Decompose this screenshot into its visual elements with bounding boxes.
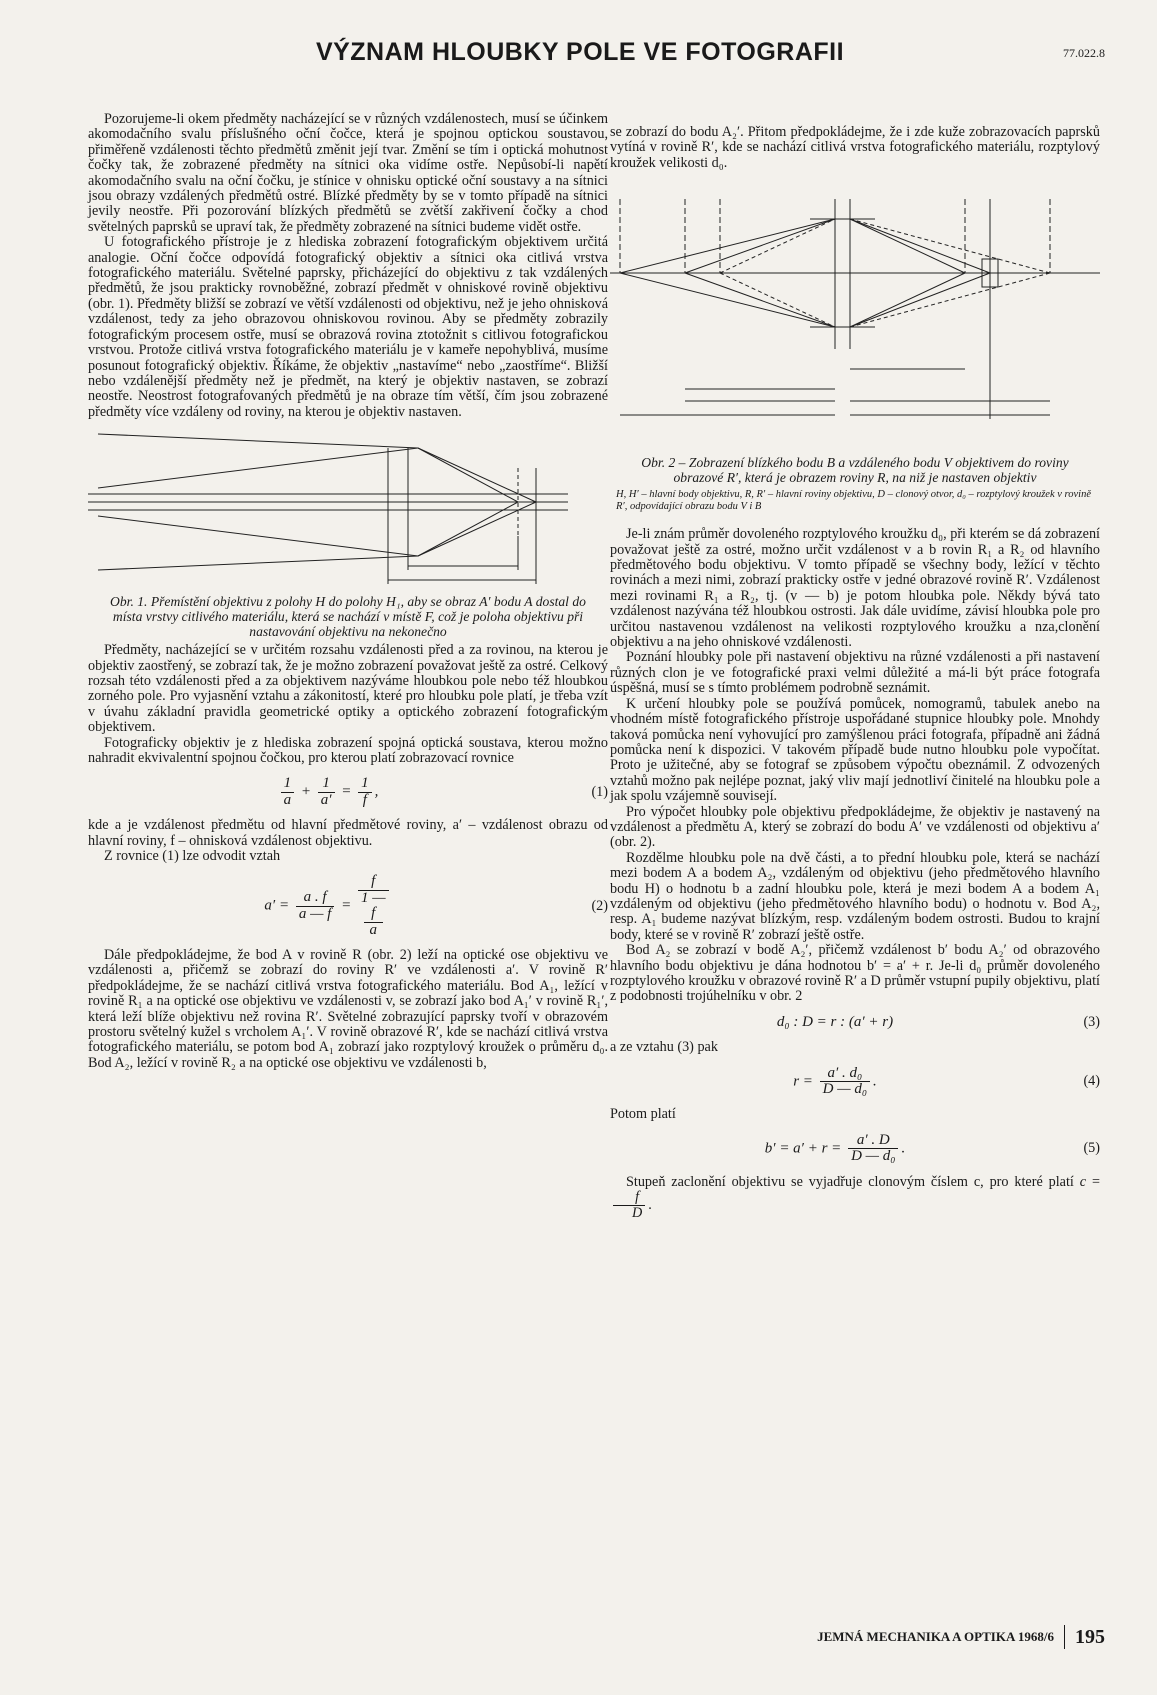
- equation-4: r = $\frac{\text{a′ . d₀}}{\text{D — d₀}}$ . (4): [793, 1064, 1100, 1098]
- paragraph: Fotograficky objektiv je z hlediska zobrazení spojná optická soustava, kterou možno nahradit ekvivalentní spojnou čočkou, pro kterou platí zobrazovací rovnice: [88, 734, 608, 766]
- journal-name: JEMNÁ MECHANIKA A OPTIKA 1968/6: [817, 1629, 1054, 1644]
- equation-number: (2): [591, 897, 608, 914]
- page-title: VÝZNAM HLOUBKY POLE VE FOTOGRAFII: [315, 38, 845, 66]
- paragraph: se zobrazí do bodu A₂′. Přitom předpokládejme, že i zde kuže zobrazovacích paprsků vytíná v rovině R′, kde se nachází citlivá vrstva fotografického materiálu, rozptylový kroužek velikosti d₀.: [610, 124, 1100, 171]
- figure-1: [88, 428, 608, 588]
- paragraph: Dále předpokládejme, že bod A v rovině R (obr. 2) leží na optické ose objektivu ve vzdálenosti a, přičemž se zobrazí do roviny R′ ve vzdálenosti a′. V rovině R′ předpokládejme, že se nachází citlivá vrstva fotografického materiálu. Bod A₁, ležící v rovině R₁ a na optické ose objektivu ve vzdálenosti v, se zobrazí jako bod A₁′ v rovině R₁′, která leží blíže objektivu než rovina R′. Světelné zobrazující paprsky tvoří v obrazovém prostoru světelný kužel s vrcholem A₁′. V rovině obrazové R′, kde se nachází citlivá vrstva fotografického materiálu, se potom bod A₁ zobrazí jako rozptylový kroužek o průměru d₀. Bod A₂, ležící v rovině R₂ a na optické ose objektivu ve vzdálenosti b,: [88, 947, 608, 1071]
- figure-1-caption: Obr. 1. Přemístění objektivu z polohy H do polohy H₁, aby se obraz A′ bodu A dostal do místa vrstvy citlivého materiálu, která se nachází v místě F, což je poloha objektivu při nastavování objektivu na nekonečno: [110, 594, 586, 640]
- paragraph: Pro výpočet hloubky pole objektivu předpokládejme, že objektiv je nastavený na vzdálenost a předmětu A, který se zobrazí do bodu A′ ve vzdálenosti od objektivu a′ (obr. 2).: [610, 803, 1100, 851]
- paragraph-text: Stupeň zaclonění objektivu se vyjadřuje clonovým číslem c, pro které platí: [626, 1173, 1074, 1190]
- paragraph: Rozdělme hloubku pole na dvě části, a to přední hloubku pole, která se nachází mezi bodem A a bodem A₂, vzdáleným od objektivu (jeho předmětového hlavního bodu H) o hodnotu b a zadní hloubku pole, která je mezi bodem A a bodem A₁ vzdáleným od objektivu (jeho předmětového hlavního bodu) o hodnotu v. Bod A₂, resp. A₁ budeme nazývat blízkým, resp. vzdáleným bodem ostrosti. Budou to krajní body, které se v rovině R′ zobrazí ještě ostře.: [610, 849, 1100, 943]
- paragraph: Pozorujeme-li okem předměty nacházející se v různých vzdálenostech, musí se účinkem akomodačního svalu příslušného oční čočce, která je spojnou optickou soustavou, přiměřeně vzdálenosti těchto předmětů změnit její tvar. Změní se tím i optická mohutnost čočky tak, že zobrazené předměty na sítnici oka vidíme ostře. Nepůsobí-li napětí akomodačního svalu na oční čočku, je stínice v ohnisku optické oční soustavy a na sítnici jsou obrazy vzdálených předmětů ostré. Blízké předměty by se v tomto případě na sítnici jevily neostře. Při pozorování blízkých předmětů se zvětší zakřivení čočky a chod světelných paprsků se upraví tak, že předměty zobrazené na sítnici budeme vidět ostře.: [88, 111, 608, 235]
- equation-number: (3): [1083, 1013, 1100, 1030]
- equation-3: [610, 1015, 1100, 1030]
- right-column: [610, 125, 1100, 1222]
- paragraph: K určení hloubky pole se používá pomůcek, nomogramů, tabulek anebo na vhodném místě fotografického přístroje uspořádané stupnice hloubky pole. Mnohdy taková pomůcka není vyhovující pro zamýšlenou práci fotografa, případně ani žádná pomůcka není k dispozici. V takovém případě bude nutno hloubku pole vypočítat. Proto je užitečné, aby se fotograf se způsobem výpočtu obeznámil. Z odvozených vztahů možno pak nejlépe poznat, jaký vliv mají jednotliví činitelé na hloubku pole a jak spolu vzájemně souvisejí.: [610, 695, 1100, 805]
- left-column: [88, 112, 608, 1071]
- paragraph: Potom platí: [610, 1106, 676, 1123]
- paragraph: Stupeň zaclonění objektivu se vyjadřuje clonovým číslem c, pro které platí c = $\frac{f}{D}$ .: [610, 1175, 1100, 1222]
- equation-number: (4): [1083, 1072, 1100, 1089]
- figure-2: [610, 179, 1100, 449]
- divider: [1064, 1625, 1065, 1649]
- paragraph: kde a je vzdálenost předmětu od hlavní předmětové roviny, a′ – vzdálenost obrazu od hlavní roviny, f – ohnisková vzdálenost objektivu.: [88, 817, 608, 849]
- paragraph: Bod A₂ se zobrazí v bodě A₂′, přičemž vzdálenost b′ bodu A₂′ od obrazového hlavního bodu objektivu je dána hodnotou b′ = a′ + r. Je-li d₀ průměr dovoleného rozptylového kroužku v obrazové rovině R′ a D průměr vstupní pupily objektivu, platí z podobnosti trojúhelníku v obr. 2: [610, 942, 1100, 1005]
- equation-3-expr: d₀ : D = r : (a′ + r): [776, 1013, 894, 1030]
- paragraph: Poznání hloubky pole při nastavení objektivu na různé vzdálenosti a při nastavení různých clon je ve fotografické praxi velmi důležité a má-li být práce fotografa úspěšná, musí se s tímto problémem podrobně seznámit.: [610, 649, 1100, 697]
- equation-number: (1): [591, 783, 608, 800]
- equation-number: (5): [1083, 1140, 1100, 1157]
- equation-1: $\frac{1}{a}$ + $\frac{1}{a'}$ = $\frac{1}{f}$ , (1): [88, 776, 608, 808]
- paragraph: Z rovnice (1) lze odvodit vztah: [104, 848, 281, 864]
- equation-5: b′ = a′ + r = $\frac{a' . D}{\text{D — d₀}}$ . (5): [764, 1131, 1100, 1165]
- paragraph: U fotografického přístroje je z hlediska zobrazení fotografickým objektivem určitá analogie. Oční čočce odpovídá fotografický objektiv a sítnici oka citlivá vrstva fotografického materiálu. Světelné paprsky, přicházející do objektivu z tak vzdálených předmětů, že jsou prakticky rovnoběžné, zobrazí předmět v ohniskové rovině objektivu (obr. 1). Předměty bližší se zobrazí ve větší vzdálenosti od objektivu, než je jeho ohnisková vzdálenost, tedy za jeho obrazovou ohniskovou rovinou. Aby se předměty zobrazily fotografickým procesem ostře, musí se obrazová rovina ztotožnit s citlivou fotografickou vrstvou. Protože citlivá vrstva fotografického materiálu je v kameře nepohyblivá, musíme posunout fotografický objektiv. Říkáme, že objektiv „nastavíme“ nebo „zaostříme“. Bližší nebo vzdálenější předměty než je předmět, na který je objektiv nastaven, se zobrazí neostře. Neostrost fotografovaných předmětů je na obraze tím větší, čím jsou zobrazené předměty více vzdáleny od roviny, na kterou je objektiv nastaven.: [88, 234, 608, 420]
- page-number: 195: [1075, 1625, 1105, 1648]
- equation-2: a′ = $\frac{a . f}{a — f}$ = f 1 — f a (2): [264, 873, 608, 938]
- paragraph: Je-li znám průměr dovoleného rozptylového kroužku d₀, při kterém se dá zobrazení považovat ještě za ostré, možno určit vzdálenost v a b rovin R₁ a R₂ od hlavního předmětového bodu objektivu. V tomto případě se všechny body, ležící v těchto rovinách a mezi nimi, zobrazí prakticky ostře v jedné obrazové rovině R′. Vzdálenost mezi rovinami R₁ a R₂, tj. (v — b) je potom hloubka pole. Někdy bývá tato vzdálenost nazývána též hloubkou ostrosti. Jak dále uvidíme, závisí hloubka pole pro určitou nastavenou vzdálenost na velikosti rozptylového kroužku a nza,clonění objektivu a na jeho ohniskové vzdálenosti.: [610, 526, 1100, 651]
- figure-2-legend: H, H′ – hlavní body objektivu, R, R′ – hlavní roviny objektivu, D – clonový otvor, d₀ – rozptylový kroužek v rovině R′, odpovídající obrazu bodu V i B: [616, 489, 1091, 513]
- footer: [817, 1625, 1105, 1649]
- paragraph: a ze vztahu (3) pak: [610, 1039, 718, 1056]
- paragraph: Předměty, nacházející se v určitém rozsahu vzdálenosti před a za rovinou, na kterou je objektiv zaostřený, se zobrazí tak, že je možno zobrazení považovat ještě za ostré. Celkový rozsah této vzdálenosti před a za objektivem nazýváme hloubkou pole nebo též hloubkou zorného pole. Pro vyjasnění vztahu a zákonitostí, které pro hloubku pole platí, je třeba vzít v úvahu základní pravidla geometrické optiky a optického zobrazení fotografickým objektivem.: [88, 642, 608, 736]
- udc-code: 77.022.8: [1063, 46, 1105, 60]
- figure-2-caption: Obr. 2 – Zobrazení blízkého bodu B a vzdáleného bodu V objektivem do roviny obrazové R′, která je obrazem roviny R, na niž je nastaven objektiv: [641, 455, 1069, 486]
